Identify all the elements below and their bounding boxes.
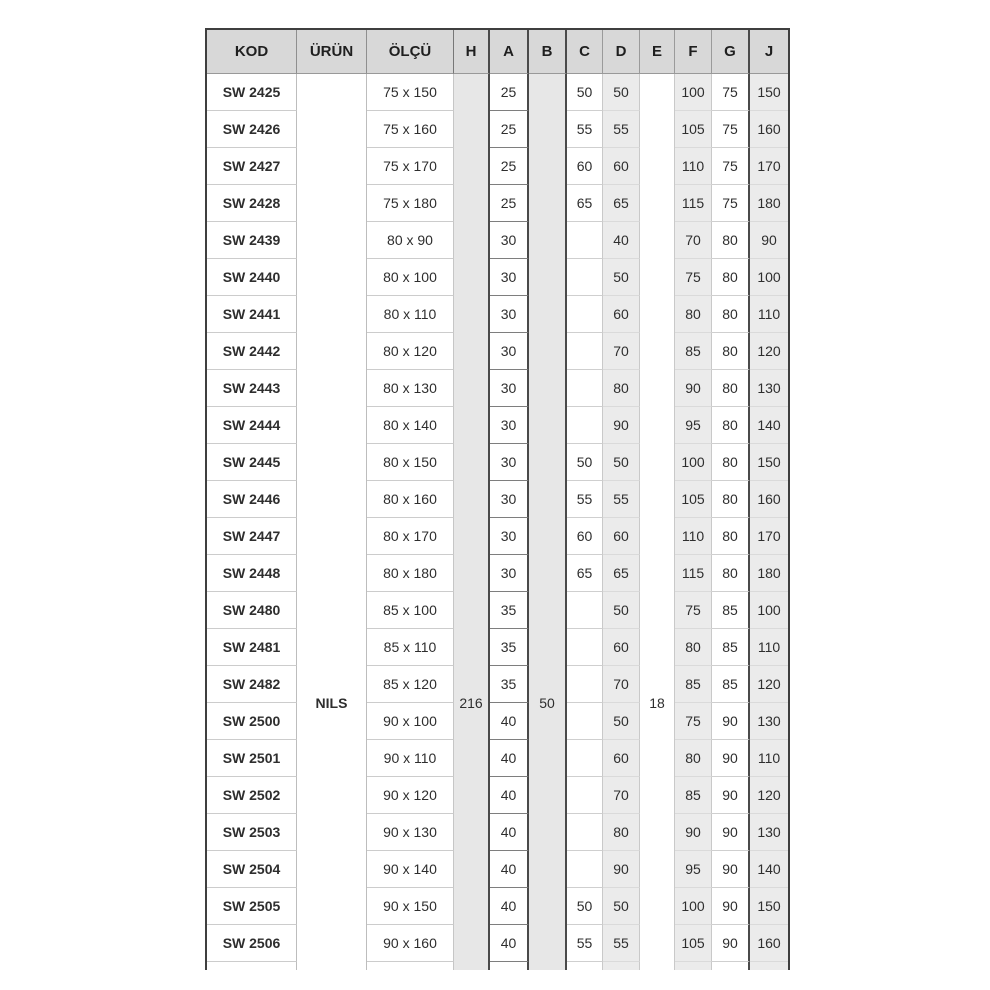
cell-d: 50 — [603, 74, 640, 111]
cell-kod: SW 2440 — [207, 259, 297, 296]
cell-c — [567, 851, 603, 888]
cell-c — [567, 407, 603, 444]
cell-d: 40 — [603, 222, 640, 259]
merged-cell-b — [529, 74, 567, 970]
cell-g: 80 — [712, 555, 750, 592]
cell-olcu: 80 x 150 — [367, 444, 454, 481]
cell-d: 90 — [603, 407, 640, 444]
cell-d: 50 — [603, 592, 640, 629]
cell-olcu: 75 x 170 — [367, 148, 454, 185]
cell-j: 150 — [750, 444, 788, 481]
cell-c — [567, 296, 603, 333]
cell-olcu: 80 x 170 — [367, 518, 454, 555]
cell-c: 55 — [567, 925, 603, 962]
cell-kod: SW 2502 — [207, 777, 297, 814]
cell-g: 85 — [712, 666, 750, 703]
cell-a: 25 — [490, 148, 529, 185]
cell-g: 80 — [712, 222, 750, 259]
cell-c — [567, 370, 603, 407]
cell-j: 90 — [750, 222, 788, 259]
cell-d: 90 — [603, 851, 640, 888]
cell-kod: SW 2481 — [207, 629, 297, 666]
cell-j: 110 — [750, 740, 788, 777]
cell-a: 30 — [490, 444, 529, 481]
cell-olcu: 80 x 140 — [367, 407, 454, 444]
cell-d: 55 — [603, 925, 640, 962]
cell-j: 110 — [750, 296, 788, 333]
cell-olcu: 90 x 160 — [367, 925, 454, 962]
cell-j: 140 — [750, 407, 788, 444]
cell-j: 160 — [750, 111, 788, 148]
cell-g: 80 — [712, 407, 750, 444]
cell-j: 130 — [750, 703, 788, 740]
cell-c — [567, 259, 603, 296]
col-header-e: E — [640, 30, 675, 74]
cell-olcu: 85 x 110 — [367, 629, 454, 666]
col-header-olcu: ÖLÇÜ — [367, 30, 454, 74]
cell-partial — [712, 962, 750, 970]
cell-j: 140 — [750, 851, 788, 888]
cell-kod: SW 2444 — [207, 407, 297, 444]
cell-j: 120 — [750, 666, 788, 703]
cell-kod: SW 2443 — [207, 370, 297, 407]
spec-table-grid — [207, 30, 788, 970]
cell-j: 120 — [750, 777, 788, 814]
col-header-kod: KOD — [207, 30, 297, 74]
cell-g: 90 — [712, 814, 750, 851]
cell-j: 180 — [750, 185, 788, 222]
col-header-d: D — [603, 30, 640, 74]
cell-f: 115 — [675, 185, 712, 222]
cell-f: 95 — [675, 407, 712, 444]
cell-d: 60 — [603, 296, 640, 333]
cell-f: 80 — [675, 629, 712, 666]
cell-a: 25 — [490, 111, 529, 148]
cell-c — [567, 222, 603, 259]
cell-a: 35 — [490, 666, 529, 703]
cell-kod: SW 2501 — [207, 740, 297, 777]
col-header-c: C — [567, 30, 603, 74]
cell-d: 60 — [603, 629, 640, 666]
cell-a: 30 — [490, 555, 529, 592]
cell-a: 25 — [490, 74, 529, 111]
cell-olcu: 85 x 100 — [367, 592, 454, 629]
cell-a: 25 — [490, 185, 529, 222]
cell-j: 170 — [750, 518, 788, 555]
merged-cell-h — [454, 74, 490, 970]
cell-kod: SW 2425 — [207, 74, 297, 111]
cell-olcu: 90 x 100 — [367, 703, 454, 740]
cell-kod: SW 2427 — [207, 148, 297, 185]
cell-g: 80 — [712, 259, 750, 296]
cell-kod: SW 2446 — [207, 481, 297, 518]
cell-g: 80 — [712, 518, 750, 555]
cell-g: 80 — [712, 370, 750, 407]
cell-kod: SW 2447 — [207, 518, 297, 555]
cell-c: 60 — [567, 148, 603, 185]
merged-cell-urun — [297, 74, 367, 970]
cell-a: 35 — [490, 629, 529, 666]
cell-d: 50 — [603, 703, 640, 740]
cell-f: 80 — [675, 296, 712, 333]
cell-f: 105 — [675, 481, 712, 518]
cell-olcu: 85 x 120 — [367, 666, 454, 703]
cell-g: 75 — [712, 74, 750, 111]
cell-partial — [675, 962, 712, 970]
cell-g: 80 — [712, 481, 750, 518]
cell-f: 115 — [675, 555, 712, 592]
cell-f: 95 — [675, 851, 712, 888]
cell-olcu: 80 x 130 — [367, 370, 454, 407]
cell-kod: SW 2504 — [207, 851, 297, 888]
cell-f: 80 — [675, 740, 712, 777]
cell-partial — [490, 962, 529, 970]
cell-f: 70 — [675, 222, 712, 259]
cell-olcu: 75 x 160 — [367, 111, 454, 148]
cell-partial — [207, 962, 297, 970]
cell-olcu: 80 x 100 — [367, 259, 454, 296]
cell-d: 80 — [603, 370, 640, 407]
cell-c — [567, 666, 603, 703]
cell-a: 40 — [490, 888, 529, 925]
col-header-urun: ÜRÜN — [297, 30, 367, 74]
cell-j: 160 — [750, 925, 788, 962]
cell-j: 160 — [750, 481, 788, 518]
cell-olcu: 90 x 130 — [367, 814, 454, 851]
cell-j: 130 — [750, 370, 788, 407]
cell-a: 30 — [490, 333, 529, 370]
cell-g: 90 — [712, 925, 750, 962]
cell-d: 60 — [603, 518, 640, 555]
cell-kod: SW 2442 — [207, 333, 297, 370]
cell-kod: SW 2480 — [207, 592, 297, 629]
merged-cell-e — [640, 74, 675, 970]
cell-d: 80 — [603, 814, 640, 851]
cell-a: 40 — [490, 740, 529, 777]
cell-olcu: 90 x 110 — [367, 740, 454, 777]
cell-c: 65 — [567, 185, 603, 222]
cell-kod: SW 2506 — [207, 925, 297, 962]
cell-f: 100 — [675, 888, 712, 925]
cell-kod: SW 2505 — [207, 888, 297, 925]
cell-kod: SW 2448 — [207, 555, 297, 592]
urun-value: NILS — [315, 695, 348, 711]
cell-a: 30 — [490, 481, 529, 518]
cell-c — [567, 740, 603, 777]
cell-a: 30 — [490, 296, 529, 333]
col-header-h: H — [454, 30, 490, 74]
cell-c — [567, 814, 603, 851]
cell-d: 70 — [603, 666, 640, 703]
cell-d: 65 — [603, 185, 640, 222]
cell-c — [567, 629, 603, 666]
col-header-b: B — [529, 30, 567, 74]
cell-g: 80 — [712, 296, 750, 333]
col-header-f: F — [675, 30, 712, 74]
cell-j: 130 — [750, 814, 788, 851]
cell-c: 55 — [567, 111, 603, 148]
cell-a: 40 — [490, 851, 529, 888]
cell-f: 105 — [675, 925, 712, 962]
cell-c: 50 — [567, 888, 603, 925]
cell-f: 90 — [675, 814, 712, 851]
cell-olcu: 90 x 150 — [367, 888, 454, 925]
cell-j: 120 — [750, 333, 788, 370]
cell-f: 75 — [675, 592, 712, 629]
cell-kod: SW 2500 — [207, 703, 297, 740]
cell-partial — [567, 962, 603, 970]
cell-a: 40 — [490, 925, 529, 962]
cell-g: 80 — [712, 444, 750, 481]
cell-c — [567, 333, 603, 370]
cell-c: 65 — [567, 555, 603, 592]
cell-d: 70 — [603, 777, 640, 814]
cell-c — [567, 703, 603, 740]
cell-g: 90 — [712, 777, 750, 814]
cell-g: 90 — [712, 888, 750, 925]
cell-g: 80 — [712, 333, 750, 370]
cell-partial — [603, 962, 640, 970]
cell-g: 90 — [712, 851, 750, 888]
cell-c: 55 — [567, 481, 603, 518]
cell-f: 85 — [675, 666, 712, 703]
cell-a: 30 — [490, 259, 529, 296]
cell-a: 30 — [490, 370, 529, 407]
cell-d: 65 — [603, 555, 640, 592]
cell-j: 180 — [750, 555, 788, 592]
cell-a: 30 — [490, 407, 529, 444]
cell-f: 75 — [675, 259, 712, 296]
cell-f: 85 — [675, 333, 712, 370]
cell-j: 170 — [750, 148, 788, 185]
cell-f: 110 — [675, 148, 712, 185]
cell-j: 100 — [750, 592, 788, 629]
spec-table — [205, 28, 790, 970]
cell-d: 50 — [603, 444, 640, 481]
cell-j: 110 — [750, 629, 788, 666]
h-value: 216 — [459, 695, 483, 711]
cell-f: 100 — [675, 444, 712, 481]
col-header-j: J — [750, 30, 788, 74]
col-header-g: G — [712, 30, 750, 74]
cell-olcu: 80 x 180 — [367, 555, 454, 592]
cell-f: 75 — [675, 703, 712, 740]
cell-c — [567, 777, 603, 814]
cell-olcu: 80 x 90 — [367, 222, 454, 259]
cell-kod: SW 2428 — [207, 185, 297, 222]
cell-g: 85 — [712, 592, 750, 629]
cell-olcu: 90 x 140 — [367, 851, 454, 888]
cell-g: 75 — [712, 111, 750, 148]
cell-a: 30 — [490, 222, 529, 259]
cell-d: 60 — [603, 740, 640, 777]
cell-j: 100 — [750, 259, 788, 296]
cell-kod: SW 2482 — [207, 666, 297, 703]
e-value: 18 — [649, 695, 665, 711]
cell-g: 75 — [712, 185, 750, 222]
cell-d: 60 — [603, 148, 640, 185]
cell-d: 70 — [603, 333, 640, 370]
cell-olcu: 80 x 160 — [367, 481, 454, 518]
cell-a: 40 — [490, 703, 529, 740]
cell-kod: SW 2426 — [207, 111, 297, 148]
cell-d: 50 — [603, 888, 640, 925]
cell-f: 110 — [675, 518, 712, 555]
cell-kod: SW 2439 — [207, 222, 297, 259]
cell-a: 40 — [490, 814, 529, 851]
cell-f: 105 — [675, 111, 712, 148]
cell-olcu: 75 x 150 — [367, 74, 454, 111]
cell-kod: SW 2445 — [207, 444, 297, 481]
cell-j: 150 — [750, 888, 788, 925]
cell-g: 90 — [712, 740, 750, 777]
cell-d: 50 — [603, 259, 640, 296]
cell-olcu: 90 x 120 — [367, 777, 454, 814]
cell-a: 30 — [490, 518, 529, 555]
cell-partial — [750, 962, 788, 970]
cell-f: 85 — [675, 777, 712, 814]
cell-c: 60 — [567, 518, 603, 555]
cell-c: 50 — [567, 74, 603, 111]
cell-g: 90 — [712, 703, 750, 740]
b-value: 50 — [539, 695, 555, 711]
cell-d: 55 — [603, 111, 640, 148]
col-header-a: A — [490, 30, 529, 74]
cell-kod: SW 2441 — [207, 296, 297, 333]
cell-g: 85 — [712, 629, 750, 666]
cell-a: 35 — [490, 592, 529, 629]
cell-d: 55 — [603, 481, 640, 518]
cell-olcu: 75 x 180 — [367, 185, 454, 222]
cell-olcu: 80 x 120 — [367, 333, 454, 370]
cell-j: 150 — [750, 74, 788, 111]
cell-g: 75 — [712, 148, 750, 185]
cell-f: 100 — [675, 74, 712, 111]
cell-partial — [367, 962, 454, 970]
cell-f: 90 — [675, 370, 712, 407]
cell-c — [567, 592, 603, 629]
cell-kod: SW 2503 — [207, 814, 297, 851]
cell-olcu: 80 x 110 — [367, 296, 454, 333]
cell-c: 50 — [567, 444, 603, 481]
cell-a: 40 — [490, 777, 529, 814]
